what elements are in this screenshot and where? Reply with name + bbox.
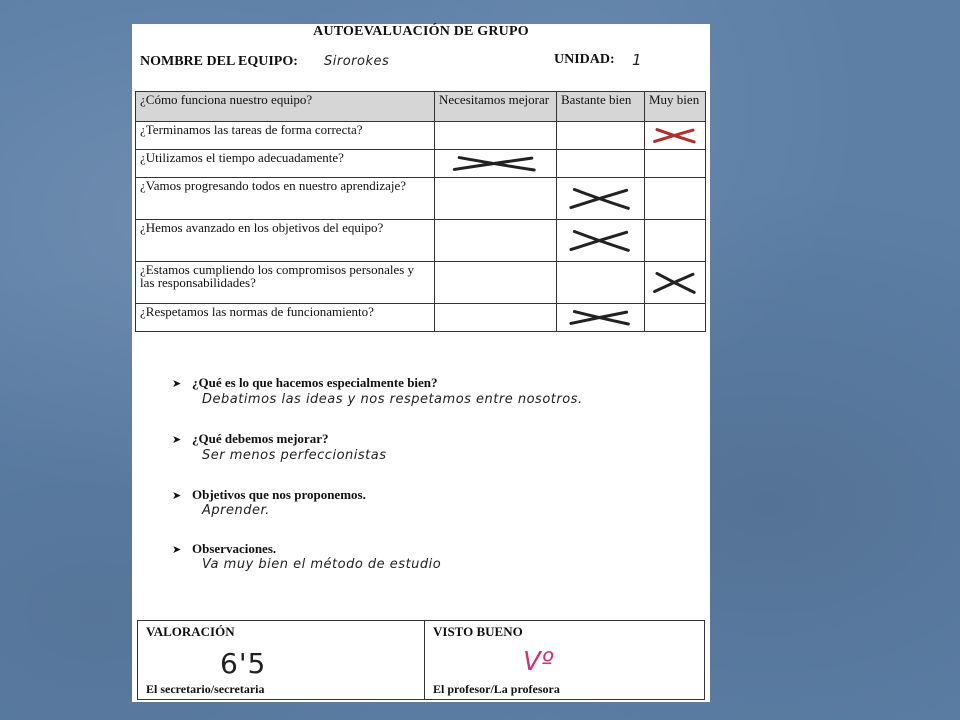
visto-bueno-label: VISTO BUENO: [433, 624, 523, 639]
table-row: [136, 304, 706, 332]
cell-muy-bien: [645, 150, 706, 178]
question-block: [172, 430, 328, 448]
cell-bastante-bien: [557, 150, 645, 178]
checkmark-x-icon: [557, 220, 644, 261]
checkmark-x-icon: [557, 304, 644, 331]
question-answer: Debatimos las ideas y nos respetamos entre nosotros.: [202, 392, 583, 407]
question-block: [172, 486, 366, 504]
cell-muy-bien: [645, 262, 706, 304]
table-row: [136, 220, 706, 262]
unit-value: 1: [632, 51, 643, 69]
secretario-label: El secretario/secretaria: [146, 682, 265, 696]
cell-bastante-bien: [557, 262, 645, 304]
cell-necesitamos-mejorar: [435, 150, 557, 178]
question-answer: Va muy bien el método de estudio: [202, 557, 442, 572]
header-muy-bien: Muy bien: [645, 92, 706, 122]
question-block: [172, 374, 438, 392]
question-label: ¿Qué debemos mejorar?: [192, 431, 329, 446]
cell-bastante-bien: [557, 220, 645, 262]
cell-muy-bien: [645, 304, 706, 332]
table-row: [136, 178, 706, 220]
row-question: ¿Vamos progresando todos en nuestro aprendizaje?: [136, 178, 435, 220]
question-answer: Aprender.: [202, 503, 270, 518]
question-label: Objetivos que nos proponemos.: [192, 487, 366, 502]
question-answer: Ser menos perfeccionistas: [202, 448, 387, 463]
table-row: [136, 262, 706, 304]
team-name-value: Sirorokes: [324, 54, 390, 69]
cell-bastante-bien: [557, 178, 645, 220]
arrow-bullet-icon: ➤: [172, 490, 182, 502]
checkmark-x-icon: [645, 262, 705, 303]
row-question: ¿Estamos cumpliendo los compromisos personales y las responsabilidades?: [136, 262, 435, 304]
checkmark-x-icon: [435, 150, 556, 177]
header-question: ¿Cómo funciona nuestro equipo?: [136, 92, 435, 122]
checkmark-x-icon: [557, 178, 644, 219]
arrow-bullet-icon: ➤: [172, 434, 182, 446]
question-block: [172, 540, 276, 558]
visto-bueno-mark: Vº: [523, 647, 555, 677]
visto-bueno-section: [425, 621, 704, 699]
valoracion-score: 6'5: [220, 647, 267, 680]
row-question: ¿Respetamos las normas de funcionamiento?: [136, 304, 435, 332]
valoracion-section: [138, 621, 425, 699]
cell-bastante-bien: [557, 304, 645, 332]
header-necesitamos-mejorar: Necesitamos mejorar: [435, 92, 557, 122]
table-row: [136, 122, 706, 150]
document-title: AUTOEVALUACIÓN DE GRUPO: [313, 24, 529, 39]
team-name-label: NOMBRE DEL EQUIPO:: [140, 54, 298, 69]
cell-muy-bien: [645, 122, 706, 150]
cell-necesitamos-mejorar: [435, 262, 557, 304]
row-question: ¿Utilizamos el tiempo adecuadamente?: [136, 150, 435, 178]
valoracion-label: VALORACIÓN: [146, 624, 235, 639]
cell-necesitamos-mejorar: [435, 220, 557, 262]
row-question: ¿Terminamos las tareas de forma correcta?: [136, 122, 435, 150]
cell-bastante-bien: [557, 122, 645, 150]
arrow-bullet-icon: ➤: [172, 378, 182, 390]
cell-necesitamos-mejorar: [435, 304, 557, 332]
evaluation-sheet: [132, 24, 710, 702]
header-bastante-bien: Bastante bien: [557, 92, 645, 122]
profesor-label: El profesor/La profesora: [433, 682, 560, 696]
cell-necesitamos-mejorar: [435, 122, 557, 150]
table-row: [136, 150, 706, 178]
cell-necesitamos-mejorar: [435, 178, 557, 220]
arrow-bullet-icon: ➤: [172, 544, 182, 556]
unit-label: UNIDAD:: [554, 52, 615, 67]
signature-box: [137, 620, 705, 700]
cell-muy-bien: [645, 178, 706, 220]
checkmark-x-icon: [645, 122, 705, 149]
row-question: ¿Hemos avanzado en los objetivos del equipo?: [136, 220, 435, 262]
cell-muy-bien: [645, 220, 706, 262]
question-label: Observaciones.: [192, 541, 277, 556]
evaluation-table: [135, 91, 706, 332]
question-label: ¿Qué es lo que hacemos especialmente bien?: [192, 375, 438, 390]
